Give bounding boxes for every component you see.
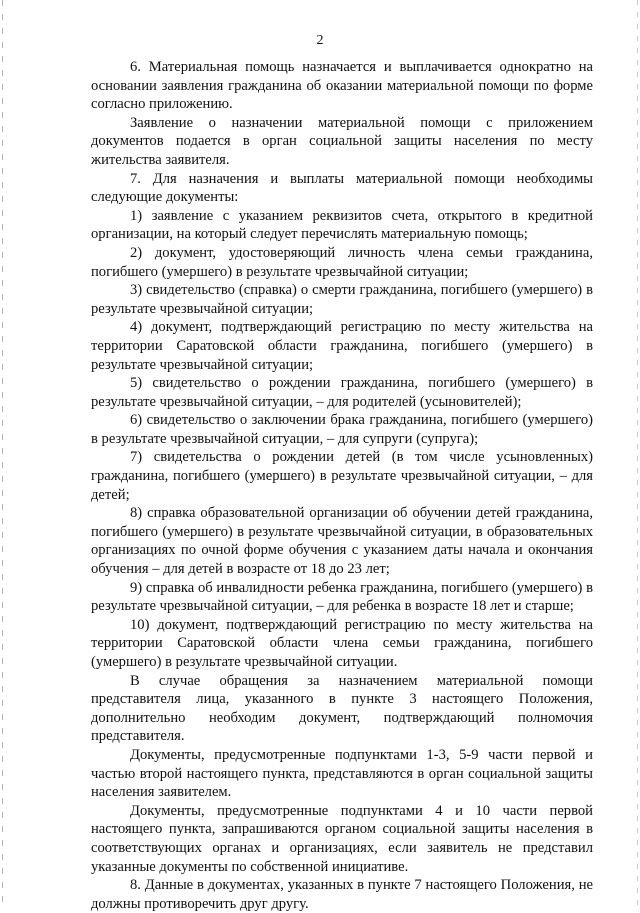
paragraph-item-7: 7. Для назначения и выплаты материальной помощи необходимы следующие документы:	[91, 170, 593, 206]
paragraph-application: Заявление о назначении материальной помощи с приложением документов подается в орган социальной защиты населения по месту жительства заявителя.	[91, 114, 593, 168]
paragraph-documents-by-applicant: Документы, предусмотренные подпунктами 1-3, 5-9 части первой и частью второй настоящего пункта, представляются в орган социальной защиты населения заявителем.	[91, 746, 593, 801]
list-item-5: 5) свидетельство о рождении гражданина, погибшего (умершего) в результате чрезвычайной ситуации, – для родителей (усыновителей);	[91, 375, 593, 410]
list-item-10: 10) документ, подтверждающий регистрацию по месту жительства на территории Саратовской области члена семьи гражданина, погибшего (умершего) в результате чрезвычайной ситуации.	[91, 616, 593, 670]
list-item-3: 3) свидетельство (справка) о смерти гражданина, погибшего (умершего) в результате чрезвычайной ситуации;	[91, 282, 593, 317]
paragraph-documents-requested: Документы, предусмотренные подпунктами 4 и 10 части первой настоящего пункта, запрашиваются органом социальной защиты населения в соответствующих органах и организациях, если заявитель не представил указанные документы по собственной инициативе.	[91, 802, 593, 875]
scan-edge-right	[637, 0, 638, 905]
document-body	[91, 58, 593, 913]
paragraph-representative: В случае обращения за назначением материальной помощи представителя лица, указанного в пункте 3 настоящего Положения, дополнительно необходим документ, подтверждающий полномочия представителя.	[91, 672, 593, 745]
list-item-9: 9) справка об инвалидности ребенка гражданина, погибшего (умершего) в результате чрезвычайной ситуации, – для ребенка в возрасте 18 лет и старше;	[91, 579, 593, 615]
page-number: 2	[316, 33, 324, 48]
scan-edge-left	[2, 0, 3, 905]
paragraph-item-8: 8. Данные в документах, указанных в пункте 7 настоящего Положения, не должны противоречить друг другу.	[91, 877, 593, 912]
list-item-7: 7) свидетельства о рождении детей (в том числе усыновленных) гражданина, погибшего (умершего) в результате чрезвычайной ситуации, – для детей;	[91, 449, 593, 503]
list-item-2: 2) документ, удостоверяющий личность члена семьи гражданина, погибшего (умершего) в результате чрезвычайной ситуации;	[91, 244, 593, 280]
list-item-4: 4) документ, подтверждающий регистрацию по месту жительства на территории Саратовской области гражданина, погибшего (умершего) в результате чрезвычайной ситуации;	[91, 319, 593, 373]
list-item-6: 6) свидетельство о заключении брака гражданина, погибшего (умершего) в результате чрезвычайной ситуации, – для супруги (супруга);	[91, 412, 593, 447]
list-item-8: 8) справка образовательной организации об обучении детей гражданина, погибшего (умершего) в результате чрезвычайной ситуации, в образовательных организациях по очной форме обучения с указанием даты начала и окончания обучения – для детей в возрасте от 18 до 23 лет;	[91, 505, 593, 578]
paragraph-item-6: 6. Материальная помощь назначается и выплачивается однократно на основании заявления гражданина об оказании материальной помощи по форме согласно приложению.	[91, 59, 593, 113]
list-item-1: 1) заявление с указанием реквизитов счета, открытого в кредитной организации, на который следует перечислять материальную помощь;	[91, 207, 593, 243]
